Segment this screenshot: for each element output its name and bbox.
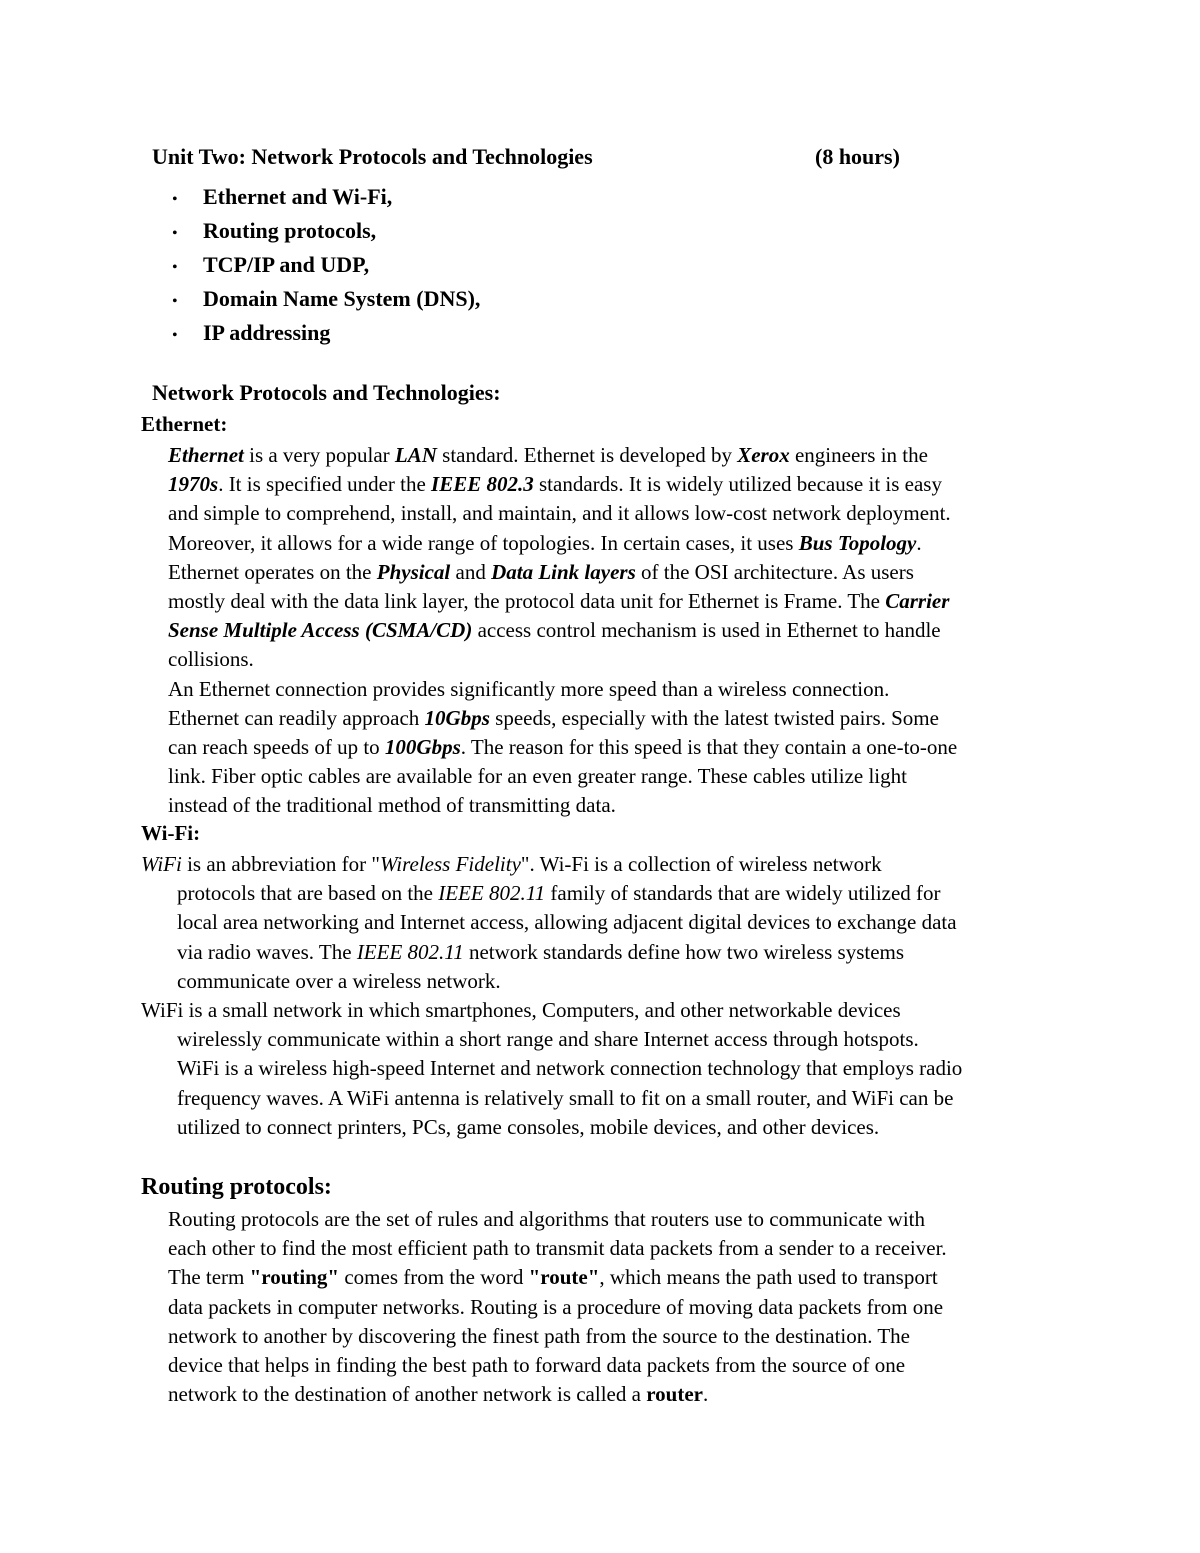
bullet-icon: • — [172, 327, 178, 344]
text-run: is a very popular — [243, 443, 395, 467]
term-ieee-802-11: IEEE 802.11 — [356, 939, 464, 964]
text-line: communicate over a wireless network. — [177, 968, 501, 993]
unit-title: Unit Two: Network Protocols and Technologies — [152, 144, 593, 169]
term-data-link-layers: Data Link layers — [491, 559, 636, 584]
text-run: ". Wi-Fi is a collection of wireless network — [520, 852, 882, 876]
text-run: network to the destination of another network is called a — [168, 1382, 647, 1407]
text-line — [168, 1263, 947, 1292]
text-line — [141, 850, 962, 879]
text-run: protocols that are based on the — [177, 881, 439, 906]
text-run: . It is specified under the — [218, 472, 432, 497]
wifi-paragraph — [141, 850, 962, 1142]
term-route: "route" — [528, 1265, 600, 1290]
bullet-icon: • — [172, 191, 178, 208]
text-run: . — [916, 530, 922, 555]
term-1970s: 1970s — [168, 472, 219, 497]
text-line: device that helps in finding the best path to forward data packets from the source of one — [168, 1352, 906, 1377]
topic-label: IP addressing — [203, 320, 331, 345]
topic-label: TCP/IP and UDP, — [203, 252, 370, 277]
text-line: local area networking and Internet access, allowing adjacent digital devices to exchange data — [177, 910, 957, 935]
bullet-icon: • — [172, 225, 178, 242]
text-line — [168, 470, 957, 499]
text-run: standards. It is widely utilized because it is easy — [533, 472, 942, 497]
text-run: speeds, especially with the latest twisted pairs. Some — [489, 705, 939, 730]
term-routing: "routing" — [249, 1265, 340, 1290]
topic-label: Ethernet and Wi-Fi, — [203, 184, 393, 209]
text-line: wirelessly communicate within a short range and share Internet access through hotspots. — [177, 1027, 919, 1052]
text-run: The term — [168, 1265, 250, 1290]
text-run: . — [702, 1382, 709, 1407]
text-line — [168, 616, 957, 645]
topic-item — [172, 214, 480, 248]
text-run: , which means the path used to transport — [599, 1265, 938, 1290]
bullet-icon: • — [172, 259, 178, 276]
term-router: router — [646, 1382, 703, 1407]
text-line — [141, 938, 962, 967]
text-run: Moreover, it allows for a wide range of topologies. In certain cases, it uses — [168, 530, 799, 555]
text-line: instead of the traditional method of transmitting data. — [168, 793, 616, 818]
topic-list — [172, 180, 480, 350]
text-line: WiFi is a wireless high-speed Internet and network connection technology that employs radio — [177, 1056, 963, 1081]
text-run: is an abbreviation for " — [181, 852, 380, 876]
text-run: Ethernet operates on the — [168, 559, 377, 584]
term-csma-cd: Sense Multiple Access (CSMA/CD) — [168, 618, 473, 643]
text-line: An Ethernet connection provides significantly more speed than a wireless connection. — [168, 676, 890, 701]
text-run: can reach speeds of up to — [168, 734, 385, 759]
term-ethernet: Ethernet — [168, 443, 244, 467]
text-run: Ethernet can readily approach — [168, 705, 425, 730]
text-run: . The reason for this speed is that they contain a one-to-one — [460, 734, 958, 759]
term-bus-topology: Bus Topology — [798, 530, 917, 555]
topic-item — [172, 180, 480, 214]
text-line: frequency waves. A WiFi antenna is relatively small to fit on a small router, and WiFi can be — [177, 1085, 954, 1110]
routing-paragraph — [168, 1205, 947, 1409]
topic-item — [172, 248, 480, 282]
text-run: access control mechanism is used in Ethernet to handle — [472, 618, 941, 643]
term-wifi: WiFi — [141, 852, 182, 876]
text-line — [168, 704, 957, 733]
text-line — [168, 529, 957, 558]
text-run: family of standards that are widely utilized for — [545, 881, 941, 906]
text-line — [168, 1380, 947, 1409]
text-run: and — [450, 559, 492, 584]
ethernet-paragraph — [168, 441, 957, 820]
topic-item — [172, 316, 480, 350]
text-line: data packets in computer networks. Routing is a procedure of moving data packets from one — [168, 1294, 944, 1319]
text-line: each other to find the most efficient path to transmit data packets from a sender to a receiver. — [168, 1236, 947, 1261]
term-10gbps: 10Gbps — [424, 705, 490, 730]
unit-hours: (8 hours) — [815, 144, 900, 169]
text-line: network to another by discovering the finest path from the source to the destination. The — [168, 1323, 911, 1348]
term-100gbps: 100Gbps — [384, 734, 461, 759]
text-line: utilized to connect printers, PCs, game consoles, mobile devices, and other devices. — [177, 1114, 880, 1139]
text-line: collisions. — [168, 647, 254, 672]
topic-label: Routing protocols, — [203, 218, 377, 243]
term-carrier: Carrier — [885, 588, 950, 613]
term-lan: LAN — [394, 443, 437, 467]
term-ieee-802-3: IEEE 802.3 — [431, 472, 534, 497]
text-line: and simple to comprehend, install, and maintain, and it allows low-cost network deployment. — [168, 501, 951, 526]
wifi-heading: Wi-Fi: — [141, 821, 201, 845]
text-run: comes from the word — [339, 1265, 529, 1290]
text-run: of the OSI architecture. As users — [635, 559, 914, 584]
text-run: mostly deal with the data link layer, the protocol data unit for Ethernet is Frame. The — [168, 588, 886, 613]
text-run: via radio waves. The — [177, 939, 357, 964]
text-line: link. Fiber optic cables are available for an even greater range. These cables utilize light — [168, 764, 907, 789]
text-line — [168, 558, 957, 587]
term-physical: Physical — [376, 559, 451, 584]
section-heading: Network Protocols and Technologies: — [152, 380, 501, 405]
routing-heading: Routing protocols: — [141, 1174, 332, 1200]
topic-label: Domain Name System (DNS), — [203, 286, 481, 311]
text-run: network standards define how two wireless systems — [463, 939, 905, 964]
term-wireless-fidelity: Wireless Fidelity — [379, 852, 521, 876]
text-line — [168, 441, 957, 470]
bullet-icon: • — [172, 293, 178, 310]
term-ieee-802-11: IEEE 802.11 — [438, 881, 546, 906]
text-run: standard. Ethernet is developed by — [436, 443, 738, 467]
text-line: WiFi is a small network in which smartphones, Computers, and other networkable devices — [141, 997, 901, 1022]
term-xerox: Xerox — [737, 443, 790, 467]
text-line: Routing protocols are the set of rules and algorithms that routers use to communicate with — [168, 1207, 925, 1231]
topic-item — [172, 282, 480, 316]
text-line — [141, 879, 962, 908]
ethernet-heading: Ethernet: — [141, 412, 228, 436]
text-line — [168, 733, 957, 762]
text-run: engineers in the — [789, 443, 928, 467]
text-line — [168, 587, 957, 616]
